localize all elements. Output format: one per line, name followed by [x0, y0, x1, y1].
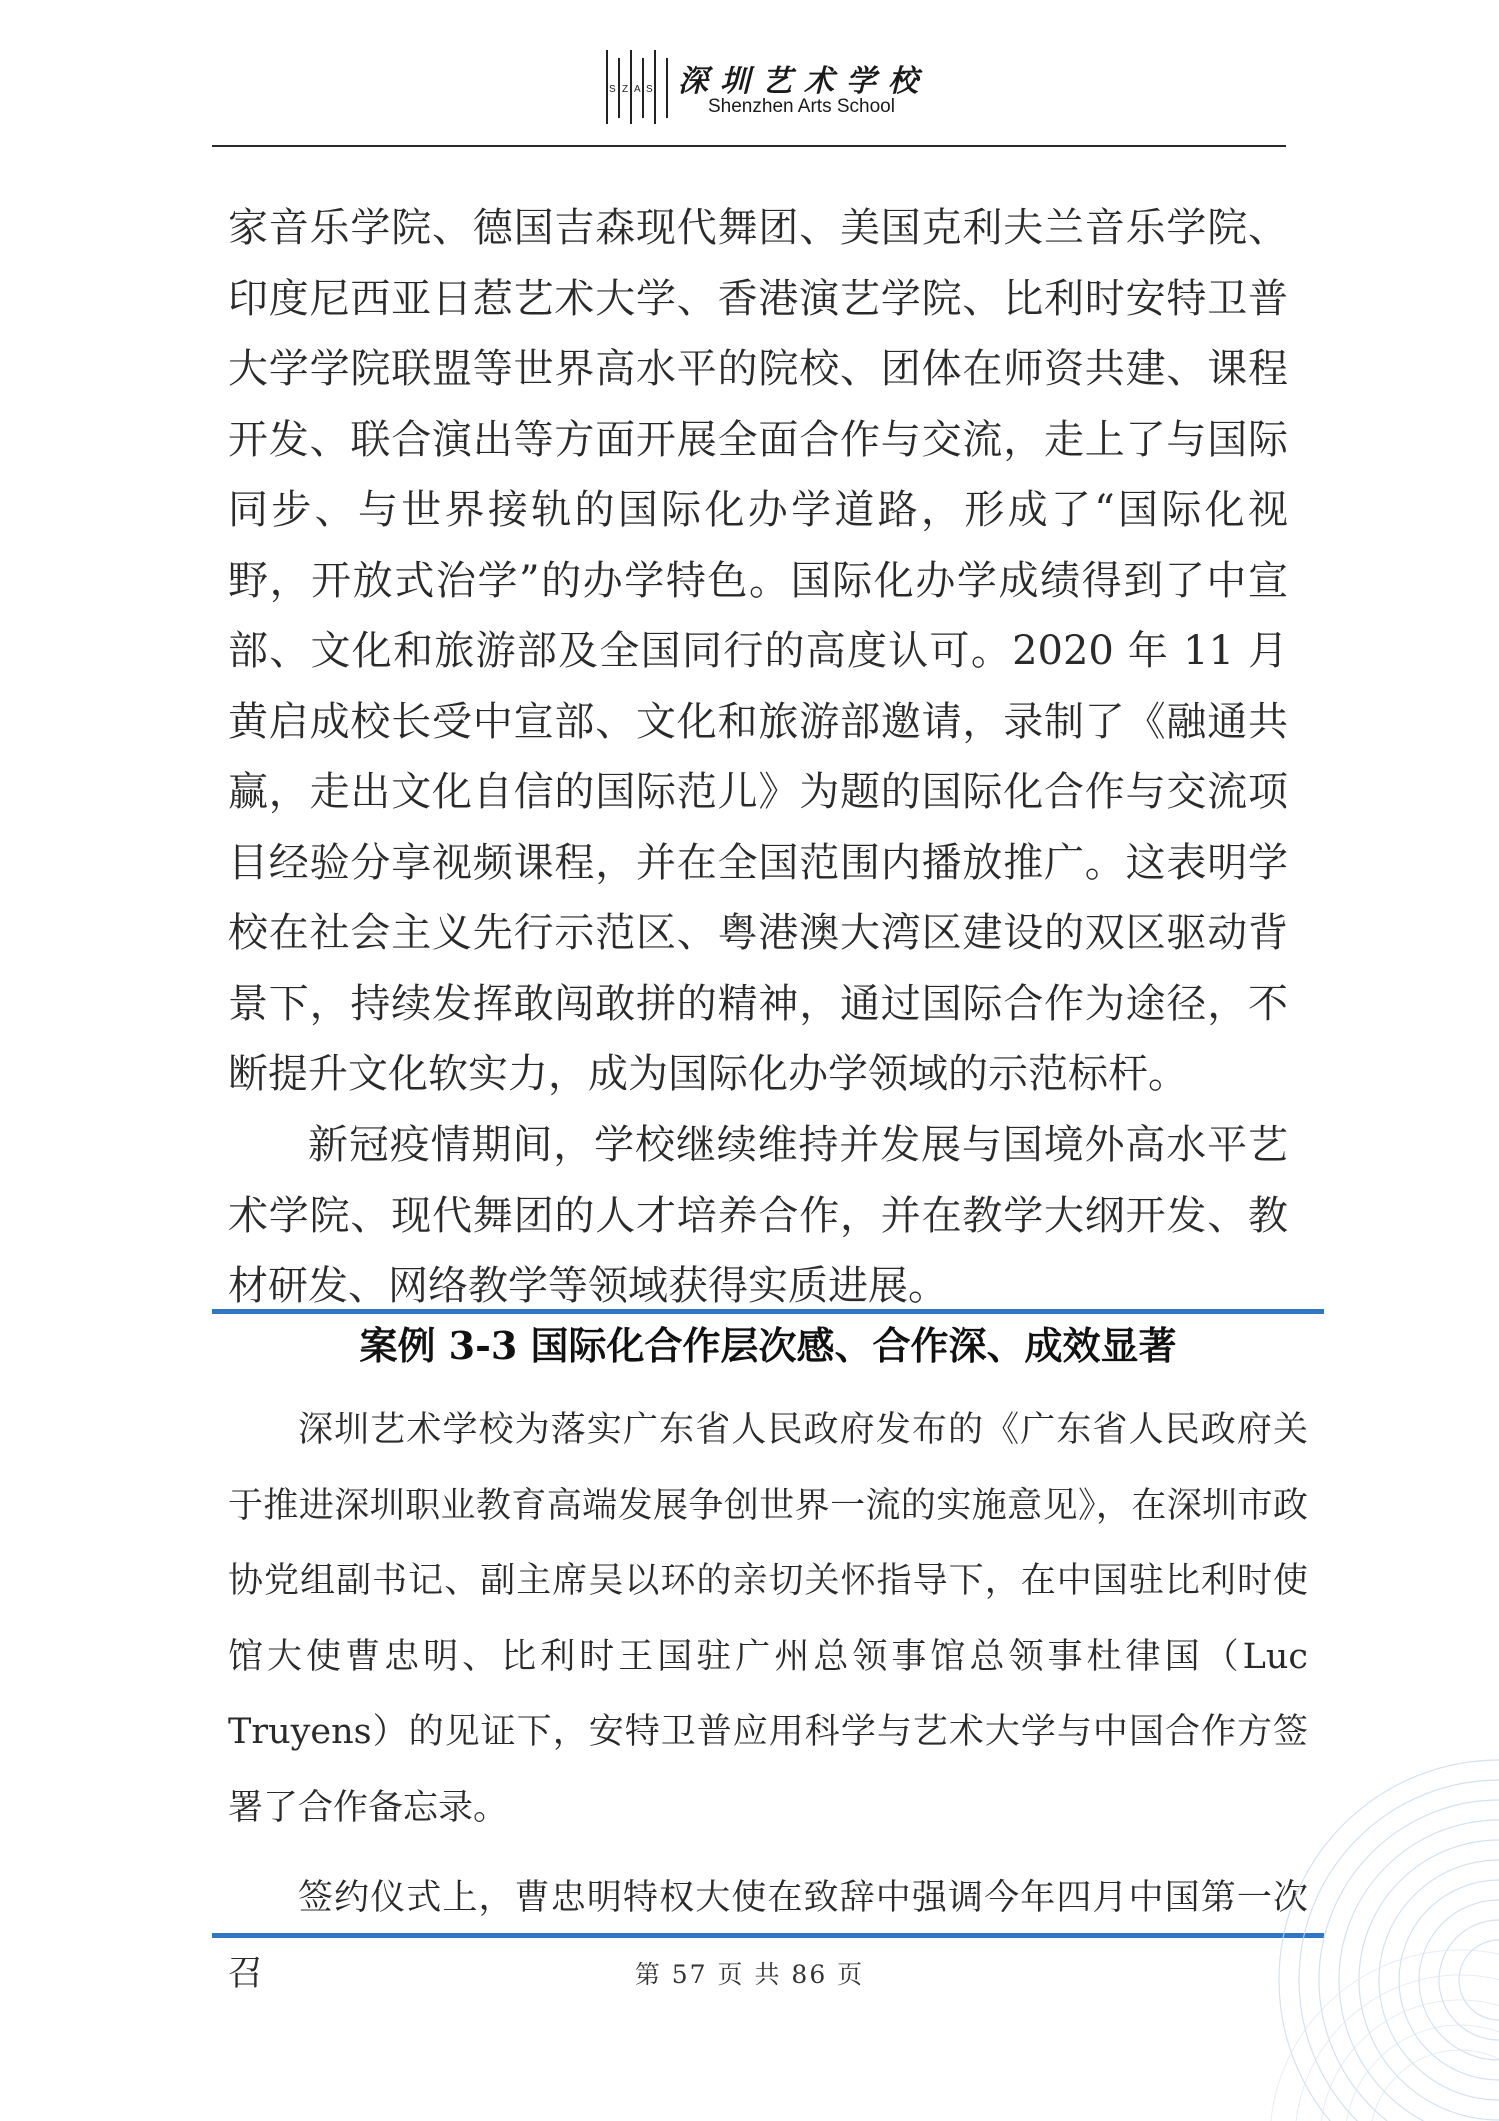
case-box-top-rule — [212, 1309, 1324, 1314]
body-paragraph-2: 新冠疫情期间，学校继续维持并发展与国境外高水平艺术学院、现代舞团的人才培养合作，并在教学大纲开发、教材研发、网络教学等领域获得实质进展。 — [228, 1122, 1288, 1309]
school-name-chinese: 深圳艺术学校 — [678, 64, 930, 99]
case-box-bottom-rule — [212, 1933, 1324, 1938]
case-paragraph-1: 深圳艺术学校为落实广东省人民政府发布的《广东省人民政府关于推进深圳职业教育高端发展争创世界一流的实施意见》，在深圳市政协党组副书记、副主席吴以环的亲切关怀指导下，在中国驻比利时使馆大使曹忠明、比利时王国驻广州总领事馆总领事杜律国（Luc Truyens）的见证下，安特卫普应用科学与艺术大学与中国合作方签署了合作备忘录。 — [228, 1410, 1308, 1828]
page-header — [0, 40, 1499, 140]
logo-letter-s1: S — [609, 84, 616, 95]
header-divider — [212, 145, 1286, 147]
logo-letter-z: Z — [622, 84, 629, 95]
decorative-circles-icon — [1260, 1680, 1499, 2121]
case-paragraph-2: 签约仪式上，曹忠明特权大使在致辞中强调今年四月中国第一次召 — [228, 1878, 1308, 1994]
logo-letter-s2: S — [646, 84, 653, 95]
school-name-english: Shenzhen Arts School — [708, 96, 895, 117]
logo-letter-a: A — [634, 84, 641, 95]
page-number: 第 57 页 共 86 页 — [634, 1960, 865, 1989]
case-title: 案例 3-3 国际化合作层次感、合作深、成效显著 — [359, 1323, 1177, 1368]
body-paragraph-1: 家音乐学院、德国吉森现代舞团、美国克利夫兰音乐学院、印度尼西亚日惹艺术大学、香港演艺学院、比利时安特卫普大学学院联盟等世界高水平的院校、团体在师资共建、课程开发、联合演出等方面开展全面合作与交流，走上了与国际同步、与世界接轨的国际化办学道路，形成了“国际化视野，开放式治学”的办学特色。国际化办学成绩得到了中宣部、文化和旅游部及全国同行的高度认可。2020 年 11 月黄启成校长受中宣部、文化和旅游部邀请，录制了《融通共赢，走出文化自信的国际范儿》为题的国际化合作与交流项目经验分享视频课程，并在全国范围内播放推广。这表明学校在社会主义先行示范区、粤港澳大湾区建设的双区驱动背景下，持续发挥敢闯敢拼的精神，通过国际合作为途径，不断提升文化软实力，成为国际化办学领域的示范标杆。 — [228, 205, 1288, 1097]
school-logo-icon — [605, 48, 673, 126]
